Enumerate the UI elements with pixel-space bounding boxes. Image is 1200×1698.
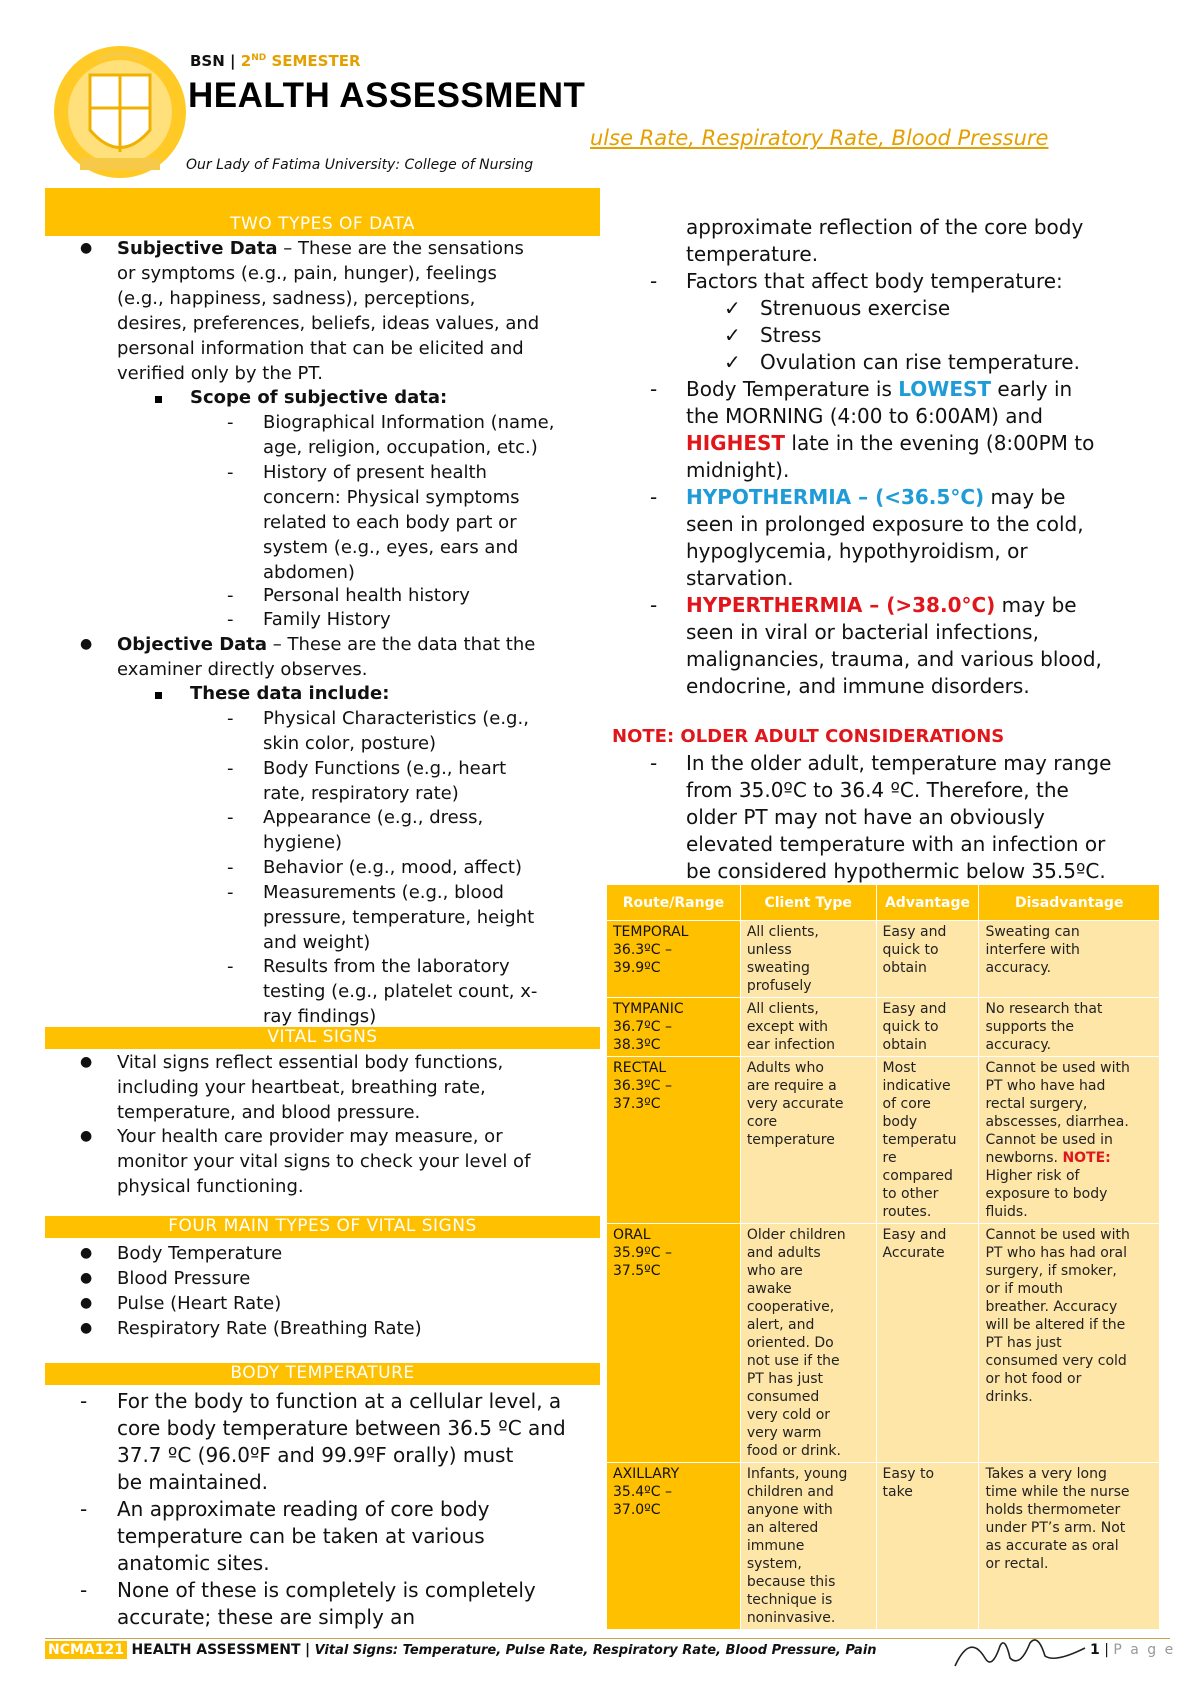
objective-item: Behavior (e.g., mood, affect) (263, 857, 522, 878)
route-cell: RECTAL 36.3ºC – 37.3ºC (607, 1057, 741, 1224)
col-header: Disadvantage (979, 885, 1160, 921)
hypothermia-para: HYPOTHERMIA – (<36.5°C) may be seen in prolonged exposure to the cold, hypoglycemia, hypothyroidism, or starvation. (686, 485, 1084, 590)
continued-text: approximate reflection of the core body temperature. (686, 215, 1084, 266)
dash-icon: - (227, 708, 234, 729)
dash-icon: - (80, 1389, 88, 1413)
route-cell: ORAL 35.9ºC – 37.5ºC (607, 1224, 741, 1463)
bullet-icon: ● (80, 1128, 93, 1144)
body-temp-item: For the body to function at a cellular level, a core body temperature between 36.5 ºC and 37.7 ºC (96.0ºF and 99.9ºF orally) must be maintained. (117, 1389, 566, 1494)
disadvantage-cell: Takes a very long time while the nurse holds thermometer under PT’s arm. Not as accurate as oral or rectal. (979, 1463, 1160, 1630)
objective-item: Measurements (e.g., blood pressure, temperature, height and weight) (263, 882, 535, 953)
factor-item: Ovulation can rise temperature. (760, 350, 1080, 374)
footer: NCMA121 HEALTH ASSESSMENT | Vital Signs: Temperature, Pulse Rate, Respiratory Rate, Blood Pressure, Pain (45, 1642, 877, 1658)
dash-icon: - (227, 807, 234, 828)
temperature-routes-table (606, 884, 1160, 1630)
dash-icon: - (227, 758, 234, 779)
scope-item: Family History (263, 609, 391, 630)
bullet-icon: ● (80, 1320, 93, 1336)
dash-icon: - (650, 751, 658, 775)
dash-icon: - (227, 462, 234, 483)
scope-item: Biographical Information (name, age, religion, occupation, etc.) (263, 412, 555, 458)
bullet-icon: ● (80, 1245, 93, 1261)
table-row (607, 1224, 1160, 1463)
dash-icon: - (227, 882, 234, 903)
temp-lowest-highest-para: Body Temperature is LOWEST early in the MORNING (4:00 to 6:00AM) and HIGHEST late in the evening (8:00PM to midnight). (686, 377, 1095, 482)
dash-icon: - (227, 956, 234, 977)
col-header: Route/Range (607, 885, 741, 921)
vital-signs-para: Your health care provider may measure, or monitor your vital signs to check your level of physical functioning. (117, 1126, 531, 1197)
body-temp-item: An approximate reading of core body temperature can be taken at various anatomic sites. (117, 1497, 490, 1575)
advantage-cell: Easy and quick to obtain (876, 998, 979, 1057)
objective-item: Appearance (e.g., dress, hygiene) (263, 807, 484, 853)
two-types-heading: TWO TYPES OF DATA (45, 214, 600, 236)
university-seal-icon (50, 40, 190, 190)
vital-type-item: Blood Pressure (117, 1268, 251, 1289)
advantage-cell: Most indicative of core body temperatu re compared to other routes. (876, 1057, 979, 1224)
dash-icon: - (80, 1497, 88, 1521)
scope-label: Scope of subjective data: (190, 387, 448, 408)
vital-type-item: Respiratory Rate (Breathing Rate) (117, 1318, 422, 1339)
factor-item: Stress (760, 323, 822, 347)
dash-icon: - (80, 1578, 88, 1602)
university-name: Our Lady of Fatima University: College of Nursing (186, 157, 534, 173)
scope-item: History of present health concern: Physical symptoms related to each body part or system (e.g., eyes, ears and abdomen) (263, 462, 520, 583)
advantage-cell: Easy to take (876, 1463, 979, 1630)
four-types-heading: FOUR MAIN TYPES OF VITAL SIGNS (45, 1216, 600, 1238)
body-temperature-heading: BODY TEMPERATURE (45, 1363, 600, 1385)
dash-icon: - (227, 609, 234, 630)
dash-icon: - (650, 377, 658, 401)
route-cell: TEMPORAL 36.3ºC – 39.9ºC (607, 921, 741, 998)
bullet-icon: ● (80, 1270, 93, 1286)
disadvantage-cell: Cannot be used with PT who has had oral surgery, if smoker, or if mouth breather. Accuracy will be altered if the PT has just consumed very cold or hot food or drinks. (979, 1224, 1160, 1463)
objective-item: Results from the laboratory testing (e.g., platelet count, x- ray findings) (263, 956, 538, 1027)
page-title: HEALTH ASSESSMENT (188, 76, 586, 115)
disadvantage-cell: Sweating can interfere with accuracy. (979, 921, 1160, 998)
older-adult-para: In the older adult, temperature may range from 35.0ºC to 36.4 ºC. Therefore, the older PT may not have an obviously elevated temperature with an infection or be considered hypothermic below 35.5ºC. (686, 751, 1112, 883)
dash-icon: - (227, 412, 234, 433)
table-header-row (607, 885, 1160, 921)
page-number: 1 | P a g e (1090, 1642, 1176, 1658)
vital-type-item: Pulse (Heart Rate) (117, 1293, 282, 1314)
route-cell: TYMPANIC 36.7ºC – 38.3ºC (607, 998, 741, 1057)
table-row (607, 998, 1160, 1057)
client-cell: Older children and adults who are awake cooperative, alert, and oriented. Do not use if the PT has just consumed very cold or very warm food or drink. (740, 1224, 876, 1463)
note-heading: NOTE: OLDER ADULT CONSIDERATIONS (612, 726, 1005, 747)
vital-signs-heading: VITAL SIGNS (45, 1027, 600, 1049)
vital-signs-para: Vital signs reflect essential body functions, including your heartbeat, breathing rate, temperature, and blood pressure. (117, 1052, 504, 1123)
objective-data-para: Objective Data – These are the data that the examiner directly observes. (117, 634, 536, 680)
header-program: BSN | 2ND SEMESTER (190, 52, 361, 70)
signature-icon (950, 1628, 1090, 1673)
square-bullet-icon (155, 692, 162, 699)
table-row (607, 1463, 1160, 1630)
advantage-cell: Easy and Accurate (876, 1224, 979, 1463)
client-cell: Infants, young children and anyone with an altered immune system, because this technique is noninvasive. (740, 1463, 876, 1630)
client-cell: Adults who are require a very accurate core temperature (740, 1057, 876, 1224)
dash-icon: - (650, 269, 658, 293)
scope-item: Personal health history (263, 585, 470, 606)
table-row (607, 921, 1160, 998)
objective-item: Body Functions (e.g., heart rate, respiratory rate) (263, 758, 507, 804)
include-label: These data include: (190, 683, 390, 704)
col-header: Advantage (876, 885, 979, 921)
hyperthermia-para: HYPERTHERMIA – (>38.0°C) may be seen in viral or bacterial infections, malignancies, trauma, and various blood, endocrine, and immune disorders. (686, 593, 1102, 698)
body-temp-item: None of these is completely is completely accurate; these are simply an (117, 1578, 536, 1629)
dash-icon: - (650, 485, 658, 509)
bullet-icon: ● (80, 240, 93, 256)
check-icon: ✓ (724, 323, 741, 347)
dash-icon: - (227, 857, 234, 878)
advantage-cell: Easy and quick to obtain (876, 921, 979, 998)
bullet-icon: ● (80, 1295, 93, 1311)
factors-label: Factors that affect body temperature: (686, 269, 1063, 293)
disadvantage-cell: Cannot be used with PT who have had rectal surgery, abscesses, diarrhea. Cannot be used in newborns. NOTE: Higher risk of exposure to body fluids. (979, 1057, 1160, 1224)
header-subtitle: ulse Rate, Respiratory Rate, Blood Pressure (590, 126, 1049, 150)
bullet-icon: ● (80, 636, 93, 652)
client-cell: All clients, unless sweating profusely (740, 921, 876, 998)
dash-icon: - (227, 585, 234, 606)
bullet-icon: ● (80, 1054, 93, 1070)
table-row (607, 1057, 1160, 1224)
col-header: Client Type (740, 885, 876, 921)
route-cell: AXILLARY 35.4ºC – 37.0ºC (607, 1463, 741, 1630)
square-bullet-icon (155, 396, 162, 403)
disadvantage-cell: No research that supports the accuracy. (979, 998, 1160, 1057)
vital-type-item: Body Temperature (117, 1243, 283, 1264)
objective-item: Physical Characteristics (e.g., skin color, posture) (263, 708, 529, 754)
factor-item: Strenuous exercise (760, 296, 951, 320)
check-icon: ✓ (724, 296, 741, 320)
client-cell: All clients, except with ear infection (740, 998, 876, 1057)
dash-icon: - (650, 593, 658, 617)
check-icon: ✓ (724, 350, 741, 374)
subjective-data-para: Subjective Data – These are the sensations or symptoms (e.g., pain, hunger), feelings (e.g., happiness, sadness), perceptions, desires, preferences, beliefs, ideas values, and personal information that can be elicited and verified only by the PT. (117, 238, 540, 384)
